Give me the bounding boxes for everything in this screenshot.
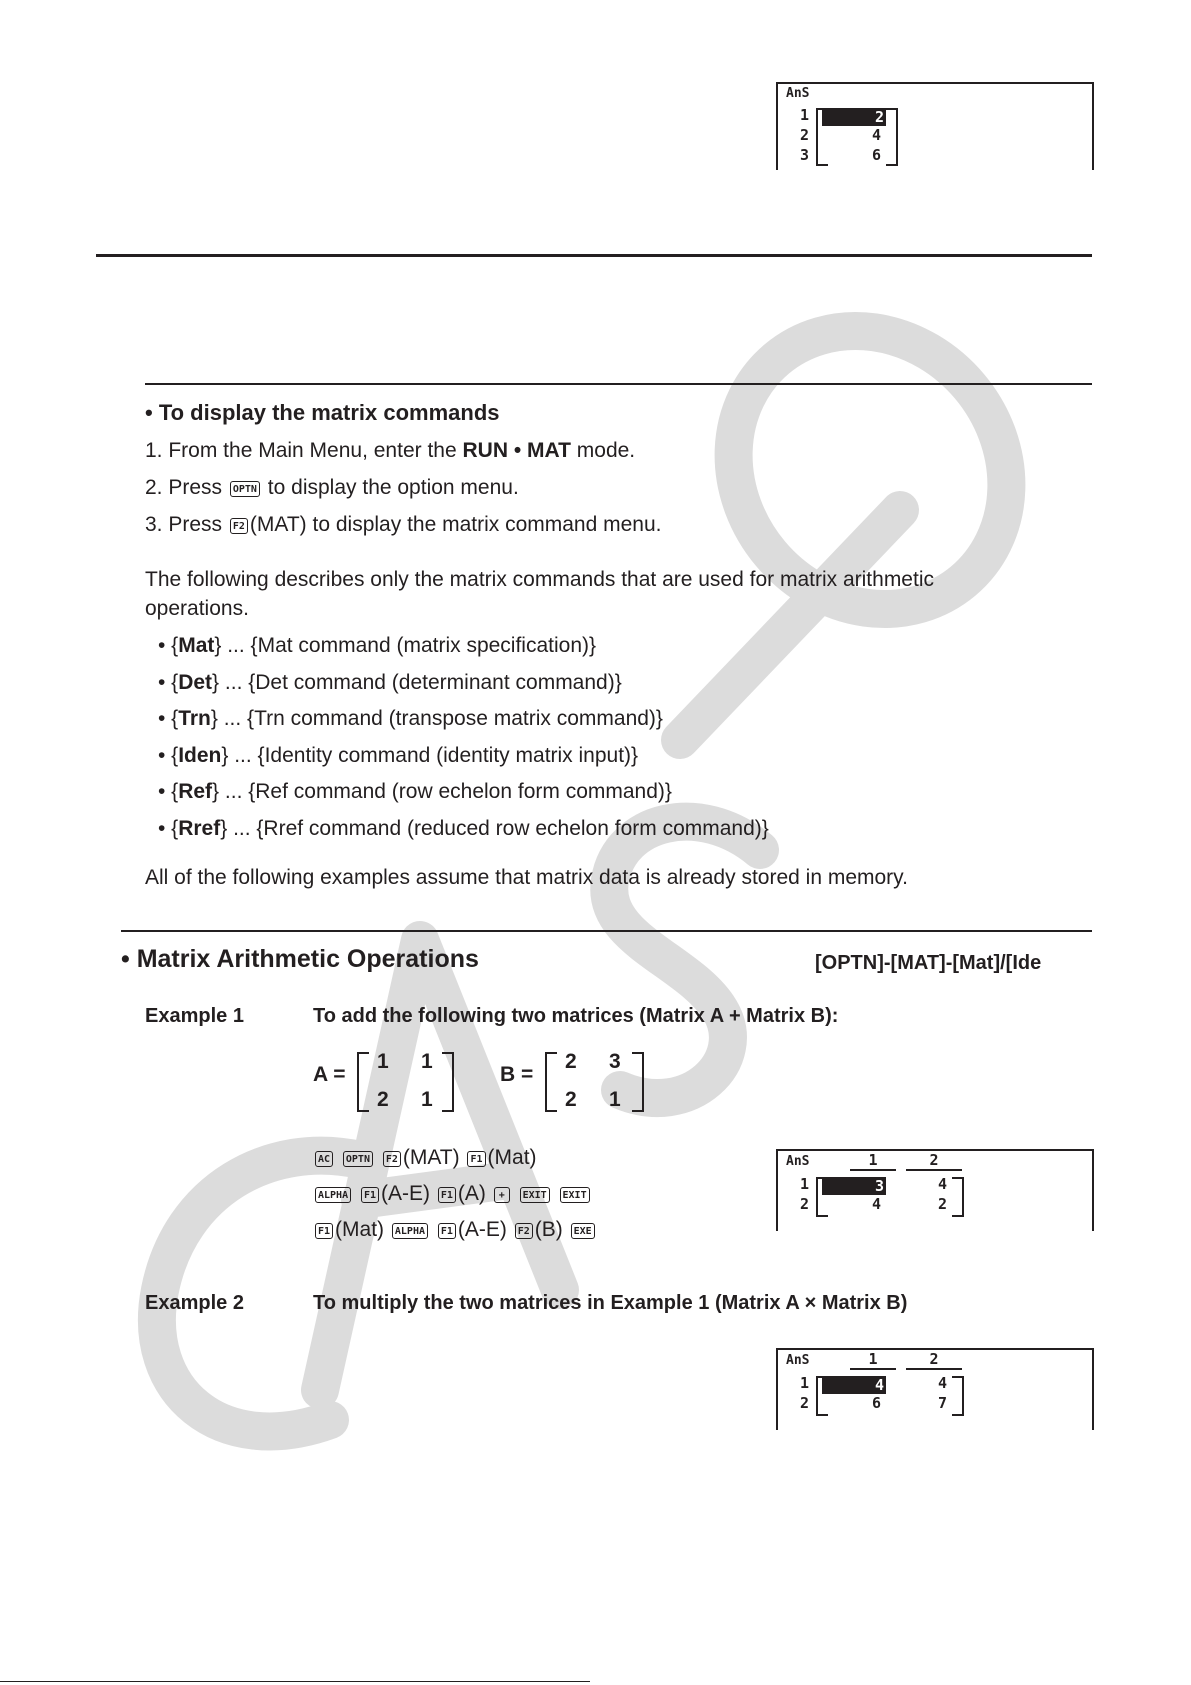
optn-key-icon: OPTN: [230, 481, 260, 497]
f1-key-icon: F1: [438, 1223, 456, 1239]
matrix-bracket-right: [886, 108, 898, 166]
example-2-text: To multiply the two matrices in Example 1 (Matrix A × Matrix B): [313, 1292, 908, 1314]
matrix-b-cell: 3: [609, 1050, 621, 1073]
subsection-divider: [121, 930, 1092, 932]
matrix-a-cell: 1: [377, 1050, 389, 1073]
matrix-b-label: B =: [500, 1063, 534, 1086]
calculator-screen-example-2: [776, 1348, 1094, 1430]
matrix-a-cell: 1: [421, 1088, 433, 1111]
selected-cell: 3: [822, 1177, 886, 1195]
matrix-bracket-left: [357, 1052, 369, 1112]
row-index: 3: [800, 146, 810, 164]
matrix-bracket-right: [442, 1052, 454, 1112]
step-2: 2. Press OPTN to display the option menu.: [145, 476, 519, 499]
alpha-key-icon: ALPHA: [392, 1223, 428, 1239]
exe-key-icon: EXE: [571, 1223, 595, 1239]
matrix-cell: 4: [938, 1374, 948, 1392]
column-header: 2: [906, 1151, 962, 1171]
row-index: 2: [800, 126, 810, 144]
matrix-b-cell: 1: [609, 1088, 621, 1111]
step-1: 1. From the Main Menu, enter the RUN • MAT mode.: [145, 439, 636, 462]
exit-key-icon: EXIT: [560, 1187, 590, 1203]
f2-key-icon: F2: [383, 1151, 401, 1167]
screen-header: AnS: [786, 1353, 810, 1368]
command-item-mat: • {Mat} ... {Mat command (matrix specification)}: [158, 634, 597, 657]
f1-key-icon: F1: [438, 1187, 456, 1203]
example-2-label: Example 2: [145, 1292, 244, 1314]
exit-key-icon: EXIT: [520, 1187, 550, 1203]
matrix-cell: 7: [938, 1394, 948, 1412]
example-1-text: To add the following two matrices (Matrix A + Matrix B):: [313, 1005, 839, 1027]
arithmetic-heading: • Matrix Arithmetic Operations: [121, 945, 479, 973]
matrix-bracket-right: [952, 1177, 964, 1217]
column-header: 1: [850, 1151, 896, 1171]
row-index: 1: [800, 1374, 810, 1392]
matrix-b-cell: 2: [565, 1050, 577, 1073]
row-index: 1: [800, 106, 810, 124]
matrix-a-cell: 1: [421, 1050, 433, 1073]
command-item-rref: • {Rref} ... {Rref command (reduced row echelon form command)}: [158, 817, 769, 840]
matrix-a-cell: 2: [377, 1088, 389, 1111]
subsection-divider: [145, 383, 1092, 385]
description-line: The following describes only the matrix commands that are used for matrix arithmetic: [145, 568, 934, 591]
calculator-screen-example-1: [776, 1149, 1094, 1231]
key-sequence-line-3: F1 (Mat) ALPHA F1 (A-E) F2 (B) EXE: [313, 1217, 597, 1243]
row-index: 2: [800, 1195, 810, 1213]
matrix-cell: 4: [872, 126, 882, 144]
matrix-a-label: A =: [313, 1063, 346, 1086]
optn-key-icon: OPTN: [343, 1151, 373, 1167]
matrix-cell: 6: [872, 1394, 882, 1412]
example-1-label: Example 1: [145, 1005, 244, 1027]
alpha-key-icon: ALPHA: [315, 1187, 351, 1203]
step-3: 3. Press F2 (MAT) to display the matrix command menu.: [145, 513, 662, 536]
command-item-ref: • {Ref} ... {Ref command (row echelon form command)}: [158, 780, 672, 803]
f2-key-icon: F2: [230, 518, 248, 534]
selected-cell: 4: [822, 1376, 886, 1394]
f1-key-icon: F1: [467, 1151, 485, 1167]
matrix-bracket-right: [952, 1376, 964, 1416]
f1-key-icon: F1: [361, 1187, 379, 1203]
key-sequence-line-2: ALPHA F1 (A-E) F1 (A) + EXIT EXIT: [313, 1181, 592, 1207]
row-index: 1: [800, 1175, 810, 1193]
f1-key-icon: F1: [315, 1223, 333, 1239]
key-path: [OPTN]-[MAT]-[Mat]/[Ide: [815, 952, 1042, 974]
section-divider: [96, 254, 1092, 257]
memory-note: All of the following examples assume that matrix data is already stored in memory.: [145, 866, 908, 889]
screen-header: AnS: [786, 1154, 810, 1169]
matrix-bracket-right: [632, 1052, 644, 1112]
matrix-bracket-left: [545, 1052, 557, 1112]
key-sequence-line-1: AC OPTN F2 (MAT) F1 (Mat): [313, 1145, 537, 1171]
f2-key-icon: F2: [515, 1223, 533, 1239]
description-line: operations.: [145, 597, 249, 620]
selected-cell: 2: [822, 108, 886, 126]
screen-header: AnS: [786, 86, 810, 101]
calculator-screen-top: [776, 82, 1094, 170]
column-header: 2: [906, 1350, 962, 1370]
matrix-cell: 4: [872, 1195, 882, 1213]
command-item-det: • {Det} ... {Det command (determinant command)}: [158, 671, 622, 694]
command-item-iden: • {Iden} ... {Identity command (identity matrix input)}: [158, 744, 639, 767]
matrix-cell: 2: [938, 1195, 948, 1213]
display-commands-heading: • To display the matrix commands: [145, 400, 500, 425]
row-index: 2: [800, 1394, 810, 1412]
ac-key-icon: AC: [315, 1151, 333, 1167]
plus-key-icon: +: [494, 1187, 510, 1203]
matrix-cell: 4: [938, 1175, 948, 1193]
footer-rule: [0, 1681, 590, 1682]
matrix-cell: 6: [872, 146, 882, 164]
command-item-trn: • {Trn} ... {Trn command (transpose matrix command)}: [158, 707, 663, 730]
matrix-b-cell: 2: [565, 1088, 577, 1111]
column-header: 1: [850, 1350, 896, 1370]
